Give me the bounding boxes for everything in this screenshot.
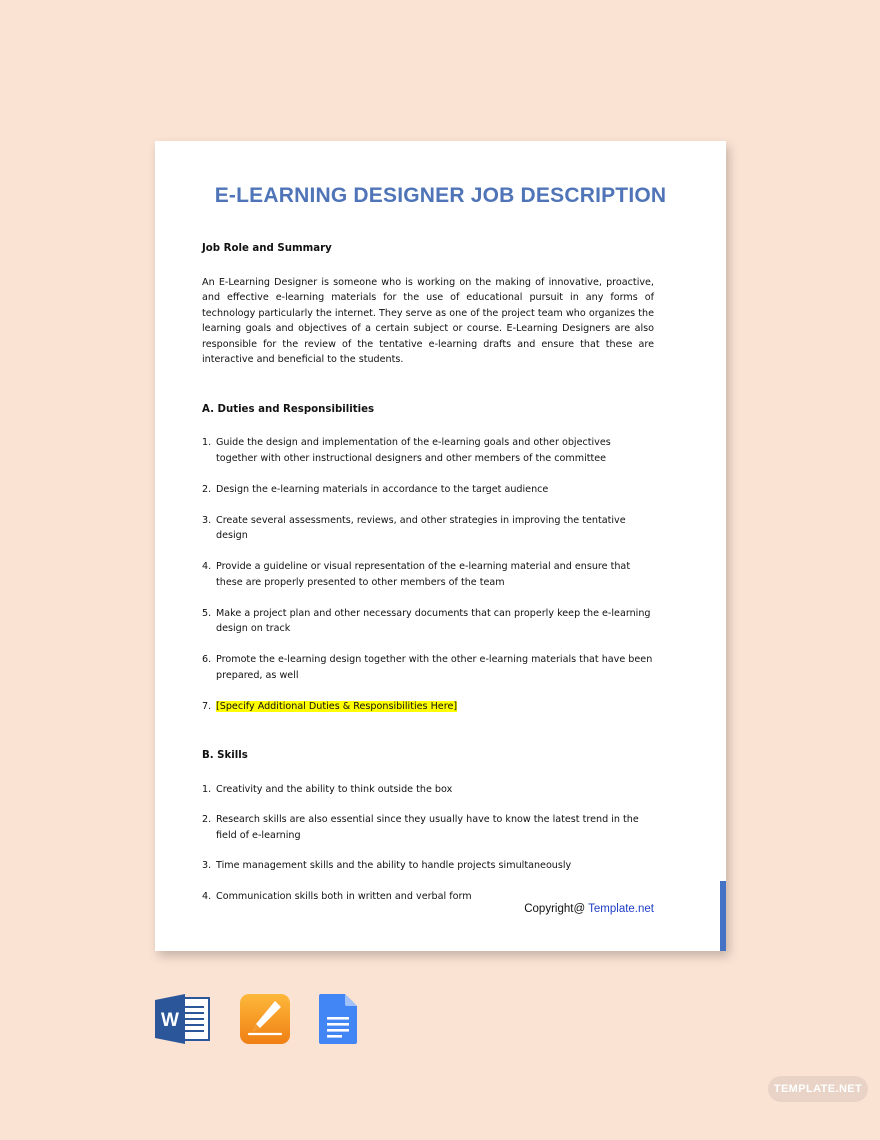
list-number: 3. — [202, 860, 212, 871]
list-text: Communication skills both in written and verbal form — [216, 890, 472, 902]
list-text: Creativity and the ability to think outside the box — [216, 783, 453, 795]
copyright-line — [524, 903, 654, 915]
list-item — [202, 812, 654, 843]
list-text: Design the e-learning materials in accordance to the target audience — [216, 483, 549, 495]
list-number: 2. — [202, 483, 212, 495]
document-page — [155, 141, 726, 951]
list-number: 2. — [202, 814, 212, 825]
pages-icon[interactable] — [239, 993, 291, 1050]
list-number: 3. — [202, 514, 212, 526]
word-icon[interactable] — [155, 993, 211, 1050]
list-number: 1. — [202, 437, 212, 448]
summary-paragraph: An E-Learning Designer is someone who is working on the making of innovative, proactive, and effective e-learning materials for the use of educational pursuit in any forms of technology particularly the internet. They serve as one of the project team who organizes the learning goals and objectives of a certain subject or course. E-Learning Designers are also responsible for the review of the tentative e-learning drafts and ensure that these are interactive and beneficial to the students. — [202, 276, 654, 365]
list-text: Research skills are also essential since they usually have to know the latest trend in the field of e-learning — [216, 814, 639, 841]
template-net-watermark: TEMPLATE.NET — [768, 1076, 868, 1102]
list-item — [202, 782, 654, 798]
list-text: Time management skills and the ability to handle projects simultaneously — [216, 860, 572, 871]
list-text: Provide a guideline or visual representation of the e-learning material and ensure that these are properly presented to other members of the team — [216, 561, 631, 588]
list-item — [202, 482, 654, 498]
list-number: 5. — [202, 607, 212, 619]
list-item — [202, 889, 654, 905]
page-accent-bar — [720, 881, 726, 951]
list-text: Make a project plan and other necessary documents that can properly keep the e-learning design on track — [216, 607, 651, 634]
skills-heading: B. Skills — [202, 750, 248, 761]
placeholder-highlight[interactable]: [Specify Additional Duties & Responsibilities Here] — [216, 700, 458, 712]
list-number: 7. — [202, 700, 212, 712]
list-number: 6. — [202, 654, 212, 665]
list-text: Create several assessments, reviews, and other strategies in improving the tentative design — [216, 514, 626, 541]
word-glyph: W — [161, 1010, 179, 1031]
google-docs-icon[interactable] — [317, 993, 359, 1050]
list-item — [202, 559, 654, 590]
document-title: E-LEARNING DESIGNER JOB DESCRIPTION — [214, 184, 667, 207]
copyright-prefix: Copyright@ — [524, 903, 586, 915]
list-number: 4. — [202, 890, 212, 902]
document-body — [202, 241, 654, 904]
list-item — [202, 606, 654, 637]
summary-heading: Job Role and Summary — [202, 243, 332, 254]
duties-heading: A. Duties and Responsibilities — [202, 403, 375, 415]
list-item — [202, 435, 654, 466]
copyright-link[interactable]: Template.net — [588, 903, 654, 915]
list-text: Guide the design and implementation of the e-learning goals and other objectives together with other instructional designers and other members of the committee — [216, 437, 611, 464]
list-item — [202, 513, 654, 544]
list-item — [202, 858, 654, 874]
list-item — [202, 652, 654, 683]
list-number: 4. — [202, 561, 212, 572]
skills-list — [202, 782, 654, 905]
list-number: 1. — [202, 783, 212, 795]
duties-list — [202, 435, 654, 714]
list-item — [202, 699, 654, 715]
list-text: Promote the e-learning design together with the other e-learning materials that have been prepared, as well — [216, 654, 653, 681]
